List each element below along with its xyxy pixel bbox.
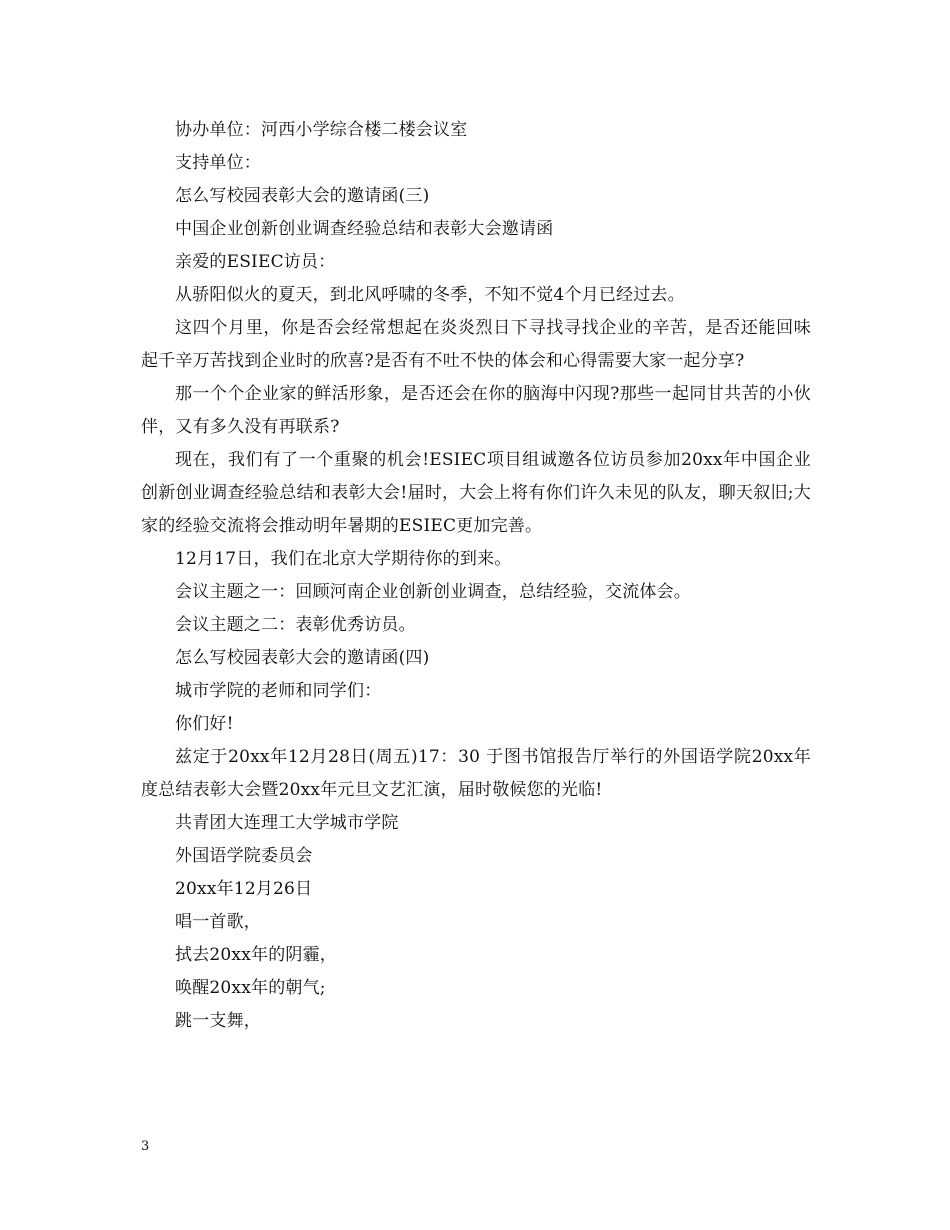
paragraph-entrepreneurs: 那一个个企业家的鲜活形象，是否还会在你的脑海中闪现?那些一起同甘共苦的小伙伴，又有多久没有再联系? [141,384,811,437]
poem-line-1: 唱一首歌， [175,912,261,932]
poem-line-4: 跳一支舞， [175,1011,261,1031]
paragraph-four-months: 这四个月里，你是否会经常想起在炎炎烈日下寻找寻找企业的辛苦，是否还能回味起千辛万苦找到企业时的欣喜?是否有不吐不快的体会和心得需要大家一起分享? [141,318,811,371]
signature-organization: 共青团大连理工大学城市学院 [175,813,399,833]
paragraph-supporter: 支持单位： [175,153,261,173]
paragraph-event-details: 兹定于20xx年12月28日(周五)17：30 于图书馆报告厅举行的外国语学院20xx年度总结表彰大会暨20xx年元旦文艺汇演，届时敬候您的光临! [141,747,811,800]
greeting: 你们好! [175,714,234,734]
paragraph-date: 12月17日，我们在北京大学期待你的到来。 [175,549,512,569]
poem-line-2: 拭去20xx年的阴霾， [175,945,338,965]
document-body [141,114,811,1038]
paragraph-intro: 从骄阳似火的夏天，到北风呼啸的冬季，不知不觉4个月已经过去。 [175,285,685,305]
signature-date: 20xx年12月26日 [175,879,313,899]
section-heading-four: 怎么写校园表彰大会的邀请函(四) [175,648,430,668]
meeting-theme-one: 会议主题之一：回顾河南企业创新创业调查，总结经验，交流体会。 [175,582,691,602]
section-heading-three: 怎么写校园表彰大会的邀请函(三) [175,186,430,206]
signature-committee: 外国语学院委员会 [175,846,313,866]
paragraph-co-organizer: 协办单位：河西小学综合楼二楼会议室 [175,120,468,140]
poem-line-3: 唤醒20xx年的朝气; [175,978,326,998]
meeting-theme-two: 会议主题之二：表彰优秀访员。 [175,615,416,635]
invitation-title: 中国企业创新创业调查经验总结和表彰大会邀请函 [175,219,554,239]
page-number: 3 [141,1139,150,1154]
paragraph-reunion: 现在，我们有了一个重聚的机会!ESIEC项目组诚邀各位访员参加20xx年中国企业创新创业调查经验总结和表彰大会!届时，大会上将有你们许久未见的队友，聊天叙旧;大家的经验交流将会推动明年暑期的ESIEC更加完善。 [141,450,811,536]
salutation-city-college: 城市学院的老师和同学们： [175,681,382,701]
salutation: 亲爱的ESIEC访员： [175,252,336,272]
